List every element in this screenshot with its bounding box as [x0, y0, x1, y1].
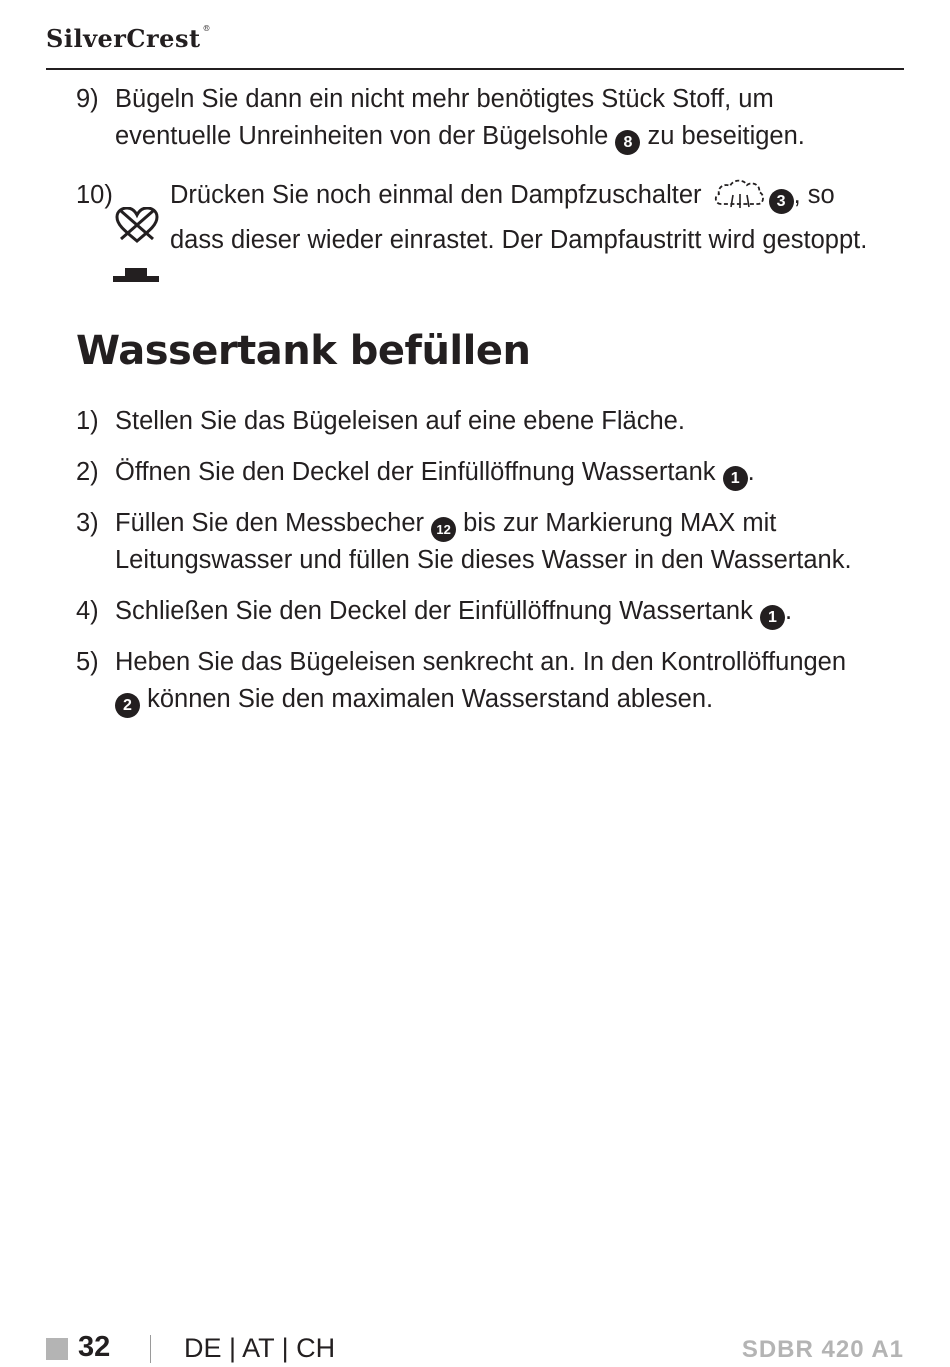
brand-name: SilverCrest — [46, 24, 201, 53]
step-number: 2) — [76, 458, 99, 486]
step-text: Heben Sie das Bügeleisen senkrecht an. In den Kontrollöffungen 2 können Sie den maximalen Wasserstand ablesen. — [115, 644, 875, 718]
ref-badge: 8 — [615, 130, 640, 155]
step-text: Drücken Sie noch einmal den Dampfzuschalter 3 , so dass dieser wieder einrastet. Der Dampfaustritt wird gestoppt. — [170, 177, 875, 259]
step-text: Schließen Sie den Deckel der Einfüllöffnung Wassertank 1 . — [115, 593, 875, 630]
ref-badge: 1 — [760, 605, 785, 630]
step-number: 9) — [76, 85, 99, 113]
footer-divider — [150, 1335, 151, 1363]
ref-badge: 3 — [769, 189, 794, 214]
country-codes — [184, 1333, 335, 1364]
step-number: 1) — [76, 407, 99, 435]
ref-badge: 1 — [723, 466, 748, 491]
country-separator: | — [281, 1333, 289, 1363]
trademark-symbol: ® — [202, 24, 212, 33]
step-text: Stellen Sie das Bügeleisen auf eine ebene Fläche. — [115, 407, 685, 435]
step-number: 5) — [76, 648, 99, 676]
country-de: DE — [184, 1333, 222, 1363]
step-number: 4) — [76, 597, 99, 625]
step-number: 3) — [76, 509, 99, 537]
step-text: Füllen Sie den Messbecher 12 bis zur Markierung MAX mit Leitungswasser und füllen Sie dieses Wasser in den Wassertank. — [115, 509, 852, 574]
step-text: Bügeln Sie dann ein nicht mehr benötigtes Stück Stoff, um eventuelle Unreinheiten von der Bügelsohle 8 zu beseitigen. — [115, 81, 875, 155]
country-at: AT — [242, 1333, 275, 1363]
header-rule — [46, 68, 904, 70]
brand-logo — [46, 24, 211, 53]
steam-cloud-icon — [713, 177, 767, 222]
ref-badge: 2 — [115, 693, 140, 718]
model-number: SDBR 420 A1 — [741, 1336, 904, 1363]
country-ch: CH — [296, 1333, 336, 1363]
step-number: 10) — [76, 181, 113, 209]
footer-marker — [46, 1338, 68, 1360]
ref-badge: 12 — [431, 517, 456, 542]
step-text: Öffnen Sie den Deckel der Einfüllöffnung Wassertank 1 . — [115, 454, 875, 491]
page-number: 32 — [78, 1331, 111, 1363]
iron-sole-icon — [113, 268, 159, 287]
country-separator: | — [229, 1333, 237, 1363]
no-steam-heart-icon — [113, 207, 161, 248]
section-title: Wassertank befüllen — [76, 328, 531, 374]
